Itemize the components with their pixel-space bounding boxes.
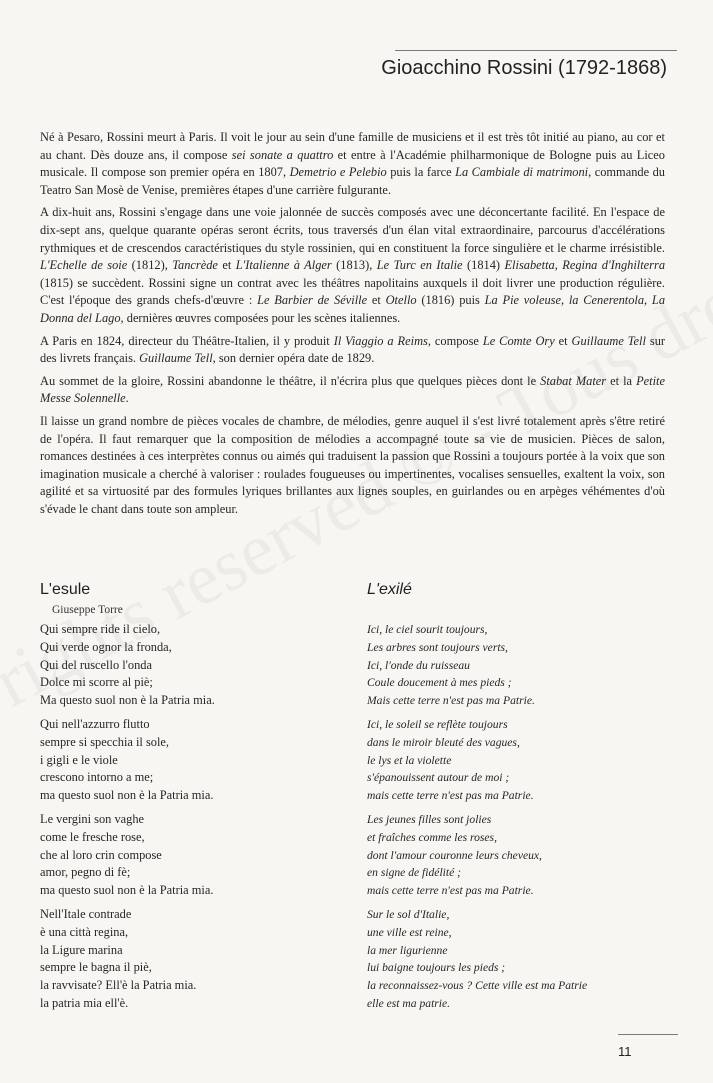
author-spacer (367, 601, 667, 621)
stanza (40, 811, 340, 900)
work-title: Le Turc en Italie (376, 258, 463, 273)
verse-line: Qui sempre ride il cielo, (40, 622, 161, 636)
work-title: sei sonate a quattro (231, 147, 334, 162)
verse-line: Ma questo suol non è la Patria mia. (40, 693, 215, 708)
verse-line: la Ligure marina (40, 942, 123, 957)
bio-text: , son dernier opéra date de 1829. (212, 351, 375, 366)
work-title: Petite Messe Solennelle (40, 373, 665, 406)
biography-text (40, 129, 665, 523)
bio-text: A dix-huit ans, Rossini s'engage dans une voie jalonnée de succès composés avec une déconcertante facilité. En l'espace de dix-sept ans, quelque quarante opéras seront écrits, tous traversés d'un élan vital extraordinaire, parcourus d'accélérations rythmiques et de crescendos caractéristiques du style rossinien, qui en constituent la force singulière et le charme irrésistible. (40, 205, 665, 255)
work-title: Demetrio e Pelebio (289, 165, 387, 180)
bio-text: , commande du Teatro San Mosè de Venise, premières étapes d'une carrière fulgurante. (40, 165, 665, 197)
verse-line: Les jeunes filles sont jolies (367, 812, 492, 826)
title-rule (395, 50, 677, 51)
work-title: L'Italienne à Alger (235, 258, 332, 273)
bio-text: A Paris en 1824, directeur du Théâtre-Italien, il y produit (40, 333, 334, 348)
bio-text: et (367, 293, 386, 308)
french-poem-title: L'exilé (367, 581, 412, 598)
bio-text: , compose (427, 333, 483, 348)
bio-text: sur des livrets français. (40, 333, 666, 366)
verse-line: la patria mia ell'è. (40, 995, 129, 1010)
verse-line: Qui del ruscello l'onda (40, 657, 152, 672)
verse-line: Les arbres sont toujours verts, (367, 640, 508, 654)
bio-text: et (554, 333, 572, 348)
verse-line: è una città regina, (40, 924, 129, 939)
verse-line: Qui verde ognor la fronda, (40, 639, 172, 654)
work-title: Le Barbier de Séville (257, 293, 368, 308)
work-title: Otello (385, 293, 417, 308)
verse-line: sempre si specchia il sole, (40, 734, 170, 749)
stanza (367, 811, 667, 900)
verse-line: Qui nell'azzurro flutto (40, 716, 150, 731)
verse-line: la ravvisate? Ell'è la Patria mia. (40, 978, 197, 993)
bio-text: et (217, 258, 236, 273)
verse-line: Ici, l'onde du ruisseau (367, 658, 470, 672)
work-title: Le Comte Ory (482, 333, 555, 348)
verse-line: amor, pegno di fè; (40, 865, 131, 880)
verse-line: Mais cette terre n'est pas ma Patrie. (367, 694, 535, 708)
verse-line: et fraîches comme les roses, (367, 830, 497, 844)
work-title: Guillaume Tell (571, 333, 646, 348)
bio-text: Né à Pesaro, Rossini meurt à Paris. Il voit le jour au sein d'une famille de musiciens et il est très tôt initié au piano, au cor et au chant. Dès douze ans, il compose (40, 130, 665, 162)
work-title: La Cambiale di matrimoni (455, 165, 589, 180)
verse-line: Ici, le ciel sourit toujours, (367, 623, 488, 636)
verse-line: la reconnaissez-vous ? Cette ville est ma Patrie (367, 979, 588, 993)
bio-text: (1816) puis (416, 293, 485, 308)
work-title: La Pie voleuse, la Cenerentola, La Donna del Lago (40, 293, 666, 325)
bio-text: (1813), (331, 258, 377, 273)
verse-line: ma questo suol non è la Patria mia. (40, 788, 214, 803)
bio-text: et la (606, 373, 637, 388)
work-title: Stabat Mater (540, 373, 607, 388)
bio-paragraph (40, 204, 665, 327)
bio-paragraph (40, 333, 665, 368)
french-stanzas (367, 621, 667, 1013)
verse-line: la mer ligurienne (367, 943, 448, 957)
bio-paragraph (40, 373, 665, 408)
bio-paragraph (40, 129, 665, 199)
stanza (40, 906, 340, 1013)
verse-line: sempre le bagna il piè, (40, 960, 152, 975)
italian-poem-title: L'esule (40, 581, 91, 598)
stanza (367, 716, 667, 805)
stanza (40, 621, 340, 710)
bio-text: et entre à l'Académie philharmonique de Bologne puis au Liceo musicale. Il compose son premier opéra en 1807, (40, 147, 665, 180)
stanza (40, 716, 340, 805)
verse-line: ma questo suol non è la Patria mia. (40, 883, 214, 898)
italian-stanzas (40, 621, 340, 1013)
bio-text: (1814) (462, 258, 505, 273)
verse-line: i gigli e le viole (40, 752, 118, 767)
verse-line: une ville est reine, (367, 925, 452, 939)
verse-line: mais cette terre n'est pas ma Patrie. (367, 789, 534, 803)
bio-text: Il laisse un grand nombre de pièces vocales de chambre, de mélodies, genre auquel il s'est livré totalement après s'être retiré de l'opéra. Il faut remarquer que la composition de mélodies a accompagné toute sa vie de musicien. Pièces de salon, romances destinées à ces interprètes connus ou aimés qui traduisent la passion que Rossini a toujours portée à la voix que son imagination musicale a cherché à valoriser : roulades fougueuses ou impertinentes, vocalises sensuelles, exaltent la voix, son agilité et sa virtuosité par des formules lyriques brillantes aux lignes souples, en guirlandes ou en arpèges véhémentes d'où s'évade le chant dans toute son ampleur. (40, 413, 665, 516)
work-title: Elisabetta, Regina d'Inghilterra (504, 258, 666, 273)
stanza (367, 906, 667, 1013)
french-poem-column (367, 579, 667, 1019)
verse-line: come le fresche rose, (40, 829, 145, 844)
poem-author: Giuseppe Torre (52, 604, 123, 616)
bio-text: Au sommet de la gloire, Rossini abandonne le théâtre, il n'écrira plus que quelques pièces dont le (40, 373, 541, 388)
footer-rule (618, 1034, 678, 1035)
verse-line: Coule doucement à mes pieds ; (367, 676, 512, 690)
verse-line: lui baigne toujours les pieds ; (367, 961, 506, 975)
verse-line: mais cette terre n'est pas ma Patrie. (367, 884, 534, 898)
bio-text: puis la farce (386, 165, 456, 180)
bio-text: . (125, 391, 129, 406)
work-title: Il Viaggio a Reims (333, 333, 428, 348)
verse-line: Dolce mi scorre al piè; (40, 675, 153, 690)
italian-poem-column (40, 579, 340, 1019)
verse-line: Ici, le soleil se reflète toujours (367, 717, 508, 731)
verse-line: Nell'Itale contrade (40, 906, 132, 921)
verse-line: le lys et la violette (367, 753, 452, 767)
verse-line: s'épanouissent autour de moi ; (367, 771, 510, 785)
verse-line: elle est ma patrie. (367, 996, 451, 1010)
bio-paragraph (40, 413, 665, 519)
page-title: Gioacchino Rossini (1792-1868) (381, 57, 667, 79)
stanza (367, 621, 667, 710)
work-title: L'Echelle de soie (40, 258, 128, 273)
verse-line: che al loro crin compose (40, 847, 162, 862)
page-number: 11 (618, 1044, 632, 1059)
bio-text: (1812), (127, 258, 173, 273)
verse-line: Le vergini son vaghe (40, 811, 145, 826)
work-title: Guillaume Tell (139, 351, 213, 366)
verse-line: Sur le sol d'Italie, (367, 907, 450, 921)
bio-text: , dernières œuvres composées pour les scènes italiennes. (120, 310, 401, 325)
verse-line: dans le miroir bleuté des vagues, (367, 735, 520, 749)
verse-line: en signe de fidélité ; (367, 866, 462, 880)
work-title: Tancrède (172, 258, 218, 273)
bio-text: (1815) se succèdent. Rossini signe un contrat avec les théâtres napolitains auxquels il doit livrer une production régulière. C'est l'époque des grands chefs-d'œuvre : (40, 275, 665, 308)
verse-line: crescono intorno a me; (40, 770, 154, 785)
verse-line: dont l'amour couronne leurs cheveux, (367, 848, 542, 862)
